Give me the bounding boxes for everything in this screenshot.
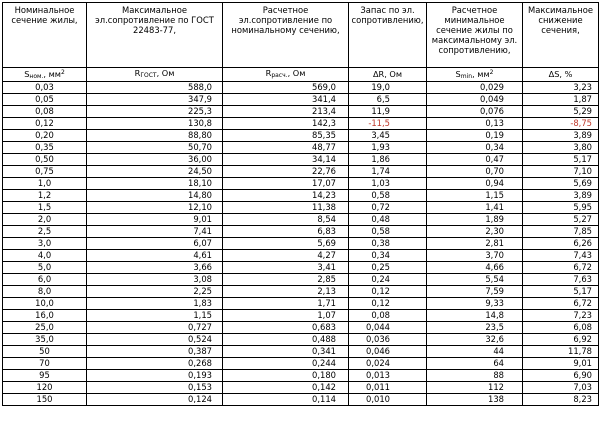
- cell-calc-resistance: 48,77: [223, 142, 349, 154]
- cell-min-section: 0,049: [427, 94, 523, 106]
- cell-min-section: 3,70: [427, 250, 523, 262]
- cell-nominal-section: 16,0: [3, 310, 87, 322]
- cell-nominal-section: 4,0: [3, 250, 87, 262]
- cell-reduction: 6,26: [523, 238, 599, 250]
- cell-calc-resistance: 2,13: [223, 286, 349, 298]
- cell-margin: 0,34: [349, 250, 427, 262]
- cell-reduction: 7,10: [523, 166, 599, 178]
- cell-reduction: 5,29: [523, 106, 599, 118]
- cell-nominal-section: 70: [3, 358, 87, 370]
- cell-calc-resistance: 0,180: [223, 370, 349, 382]
- cell-nominal-section: 8,0: [3, 286, 87, 298]
- cell-calc-resistance: 6,83: [223, 226, 349, 238]
- cell-nominal-section: 50: [3, 346, 87, 358]
- table-row: [3, 346, 599, 358]
- cell-reduction: 7,23: [523, 310, 599, 322]
- cell-calc-resistance: 0,142: [223, 382, 349, 394]
- cell-nominal-section: 6,0: [3, 274, 87, 286]
- cell-nominal-section: 1,2: [3, 190, 87, 202]
- cell-reduction: 8,23: [523, 394, 599, 406]
- cell-max-resistance: 18,10: [87, 178, 223, 190]
- cell-min-section: 0,94: [427, 178, 523, 190]
- cell-min-section: 23,5: [427, 322, 523, 334]
- table-row: [3, 322, 599, 334]
- cell-calc-resistance: 0,114: [223, 394, 349, 406]
- cell-calc-resistance: 17,07: [223, 178, 349, 190]
- cell-reduction: 6,72: [523, 298, 599, 310]
- cell-reduction: 5,95: [523, 202, 599, 214]
- cell-max-resistance: 2,25: [87, 286, 223, 298]
- cell-reduction: 7,63: [523, 274, 599, 286]
- cell-reduction: 7,85: [523, 226, 599, 238]
- cell-reduction: 3,89: [523, 190, 599, 202]
- cell-margin: 1,93: [349, 142, 427, 154]
- cell-margin: -11,5: [349, 118, 427, 130]
- cell-min-section: 2,81: [427, 238, 523, 250]
- cell-max-resistance: 0,727: [87, 322, 223, 334]
- cell-min-section: 112: [427, 382, 523, 394]
- unit-delta-s: ΔS, %: [523, 68, 599, 82]
- cell-nominal-section: 1,0: [3, 178, 87, 190]
- table-row: [3, 250, 599, 262]
- cell-nominal-section: 2,0: [3, 214, 87, 226]
- cell-calc-resistance: 0,244: [223, 358, 349, 370]
- cell-nominal-section: 0,50: [3, 154, 87, 166]
- table-row: [3, 202, 599, 214]
- cell-reduction: 5,69: [523, 178, 599, 190]
- cell-calc-resistance: 213,4: [223, 106, 349, 118]
- cell-reduction: 11,78: [523, 346, 599, 358]
- cell-calc-resistance: 569,0: [223, 82, 349, 94]
- header-calc-resistance: Расчетное эл.сопротивление по номинальному сечению,: [223, 3, 349, 68]
- cell-calc-resistance: 1,71: [223, 298, 349, 310]
- table-row: [3, 394, 599, 406]
- cell-calc-resistance: 1,07: [223, 310, 349, 322]
- cell-reduction: 5,17: [523, 286, 599, 298]
- cell-reduction: 5,27: [523, 214, 599, 226]
- cell-max-resistance: 0,268: [87, 358, 223, 370]
- table-row: [3, 286, 599, 298]
- cell-margin: 0,046: [349, 346, 427, 358]
- cell-max-resistance: 6,07: [87, 238, 223, 250]
- cell-nominal-section: 5,0: [3, 262, 87, 274]
- table-row: [3, 310, 599, 322]
- cell-margin: 0,24: [349, 274, 427, 286]
- cell-reduction: 6,72: [523, 262, 599, 274]
- cell-min-section: 0,34: [427, 142, 523, 154]
- table-row: [3, 382, 599, 394]
- header-min-section: Расчетное минимальное сечение жилы по максимальному эл. сопротивлению,: [427, 3, 523, 68]
- cell-max-resistance: 0,124: [87, 394, 223, 406]
- cell-min-section: 0,029: [427, 82, 523, 94]
- cell-margin: 1,03: [349, 178, 427, 190]
- cell-min-section: 2,30: [427, 226, 523, 238]
- cell-margin: 1,74: [349, 166, 427, 178]
- cell-nominal-section: 150: [3, 394, 87, 406]
- cell-nominal-section: 10,0: [3, 298, 87, 310]
- cell-nominal-section: 3,0: [3, 238, 87, 250]
- table-row: [3, 118, 599, 130]
- cell-reduction: 1,87: [523, 94, 599, 106]
- cell-max-resistance: 7,41: [87, 226, 223, 238]
- table-row: [3, 154, 599, 166]
- cell-min-section: 44: [427, 346, 523, 358]
- header-row: [3, 3, 599, 68]
- cell-max-resistance: 4,61: [87, 250, 223, 262]
- cell-min-section: 138: [427, 394, 523, 406]
- cell-min-section: 1,89: [427, 214, 523, 226]
- cell-nominal-section: 0,03: [3, 82, 87, 94]
- cell-margin: 0,25: [349, 262, 427, 274]
- table-row: [3, 82, 599, 94]
- unit-r-gost: $R_{ГОСТ}$, Ом: [87, 68, 223, 82]
- cell-max-resistance: 0,193: [87, 370, 223, 382]
- cell-max-resistance: 0,524: [87, 334, 223, 346]
- table-row: [3, 214, 599, 226]
- cell-min-section: 0,47: [427, 154, 523, 166]
- cell-margin: 11,9: [349, 106, 427, 118]
- cell-reduction: 3,80: [523, 142, 599, 154]
- cell-reduction: 7,43: [523, 250, 599, 262]
- cell-margin: 0,48: [349, 214, 427, 226]
- cell-nominal-section: 35,0: [3, 334, 87, 346]
- header-max-resistance-gost: Максимальное эл.сопротивление по ГОСТ 22483-77,: [87, 3, 223, 68]
- cell-margin: 3,45: [349, 130, 427, 142]
- cell-reduction: 6,92: [523, 334, 599, 346]
- cell-max-resistance: 14,80: [87, 190, 223, 202]
- cell-max-resistance: 3,66: [87, 262, 223, 274]
- cell-margin: 0,12: [349, 286, 427, 298]
- cell-min-section: 4,66: [427, 262, 523, 274]
- cell-calc-resistance: 4,27: [223, 250, 349, 262]
- units-row: [3, 68, 599, 82]
- table-row: [3, 370, 599, 382]
- cell-margin: 19,0: [349, 82, 427, 94]
- cell-max-resistance: 0,153: [87, 382, 223, 394]
- cell-nominal-section: 0,35: [3, 142, 87, 154]
- table-row: [3, 262, 599, 274]
- cell-min-section: 0,13: [427, 118, 523, 130]
- cell-min-section: 0,70: [427, 166, 523, 178]
- cell-calc-resistance: 0,341: [223, 346, 349, 358]
- cell-margin: 0,010: [349, 394, 427, 406]
- cell-margin: 0,72: [349, 202, 427, 214]
- cell-margin: 0,024: [349, 358, 427, 370]
- cell-max-resistance: 24,50: [87, 166, 223, 178]
- cell-max-resistance: 12,10: [87, 202, 223, 214]
- cell-min-section: 9,33: [427, 298, 523, 310]
- cell-calc-resistance: 142,3: [223, 118, 349, 130]
- cell-nominal-section: 0,08: [3, 106, 87, 118]
- cell-min-section: 32,6: [427, 334, 523, 346]
- cell-max-resistance: 347,9: [87, 94, 223, 106]
- cell-reduction: 6,08: [523, 322, 599, 334]
- header-nominal-section: Номинальное сечение жилы,: [3, 3, 87, 68]
- table-row: [3, 142, 599, 154]
- header-section-reduction: Максимальное снижение сечения,: [523, 3, 599, 68]
- cell-calc-resistance: 0,488: [223, 334, 349, 346]
- cell-max-resistance: 50,70: [87, 142, 223, 154]
- cell-reduction: 9,01: [523, 358, 599, 370]
- cell-max-resistance: 36,00: [87, 154, 223, 166]
- cell-min-section: 1,15: [427, 190, 523, 202]
- table-row: [3, 334, 599, 346]
- cell-max-resistance: 9,01: [87, 214, 223, 226]
- cell-nominal-section: 0,05: [3, 94, 87, 106]
- table-row: [3, 106, 599, 118]
- cell-min-section: 14,8: [427, 310, 523, 322]
- cell-margin: 0,58: [349, 226, 427, 238]
- cell-min-section: 0,076: [427, 106, 523, 118]
- cell-reduction: 6,90: [523, 370, 599, 382]
- cell-min-section: 64: [427, 358, 523, 370]
- cell-min-section: 5,54: [427, 274, 523, 286]
- cell-margin: 0,013: [349, 370, 427, 382]
- cell-calc-resistance: 341,4: [223, 94, 349, 106]
- table-row: [3, 94, 599, 106]
- table-row: [3, 358, 599, 370]
- cell-max-resistance: 0,387: [87, 346, 223, 358]
- cell-calc-resistance: 8,54: [223, 214, 349, 226]
- cell-min-section: 7,59: [427, 286, 523, 298]
- cell-margin: 0,08: [349, 310, 427, 322]
- unit-s-min: $S_{min}$, $мм^2$: [427, 68, 523, 82]
- cell-reduction: 3,23: [523, 82, 599, 94]
- table-body: [3, 82, 599, 406]
- cell-max-resistance: 1,83: [87, 298, 223, 310]
- cell-nominal-section: 0,75: [3, 166, 87, 178]
- cell-calc-resistance: 34,14: [223, 154, 349, 166]
- cell-min-section: 1,41: [427, 202, 523, 214]
- cell-reduction: 3,89: [523, 130, 599, 142]
- cell-reduction: 7,03: [523, 382, 599, 394]
- cell-calc-resistance: 3,41: [223, 262, 349, 274]
- cell-nominal-section: 0,12: [3, 118, 87, 130]
- cell-margin: 1,86: [349, 154, 427, 166]
- cell-calc-resistance: 22,76: [223, 166, 349, 178]
- table-row: [3, 226, 599, 238]
- resistance-table: [2, 2, 599, 406]
- table-row: [3, 178, 599, 190]
- cell-calc-resistance: 5,69: [223, 238, 349, 250]
- cell-min-section: 88: [427, 370, 523, 382]
- cell-nominal-section: 25,0: [3, 322, 87, 334]
- cell-reduction: 5,17: [523, 154, 599, 166]
- cell-min-section: 0,19: [427, 130, 523, 142]
- header-resistance-margin: Запас по эл. сопротивлению,: [349, 3, 427, 68]
- cell-margin: 0,011: [349, 382, 427, 394]
- cell-nominal-section: 1,5: [3, 202, 87, 214]
- cell-margin: 0,38: [349, 238, 427, 250]
- cell-max-resistance: 3,08: [87, 274, 223, 286]
- cell-max-resistance: 130,8: [87, 118, 223, 130]
- cell-reduction: -8,75: [523, 118, 599, 130]
- table-row: [3, 130, 599, 142]
- cell-max-resistance: 588,0: [87, 82, 223, 94]
- unit-r-calc: $R_{расч.}$, Ом: [223, 68, 349, 82]
- cell-nominal-section: 2,5: [3, 226, 87, 238]
- cell-calc-resistance: 14,23: [223, 190, 349, 202]
- cell-max-resistance: 1,15: [87, 310, 223, 322]
- table-row: [3, 190, 599, 202]
- cell-calc-resistance: 85,35: [223, 130, 349, 142]
- cell-calc-resistance: 11,38: [223, 202, 349, 214]
- cell-max-resistance: 225,3: [87, 106, 223, 118]
- table-row: [3, 274, 599, 286]
- cell-calc-resistance: 2,85: [223, 274, 349, 286]
- cell-margin: 6,5: [349, 94, 427, 106]
- unit-s-nom: $S_{ном.}$, $мм^2$: [3, 68, 87, 82]
- cell-margin: 0,12: [349, 298, 427, 310]
- cell-max-resistance: 88,80: [87, 130, 223, 142]
- table-row: [3, 166, 599, 178]
- table-row: [3, 238, 599, 250]
- table-row: [3, 298, 599, 310]
- unit-delta-r: ΔR, Ом: [349, 68, 427, 82]
- cell-nominal-section: 120: [3, 382, 87, 394]
- cell-margin: 0,044: [349, 322, 427, 334]
- cell-nominal-section: 95: [3, 370, 87, 382]
- cell-calc-resistance: 0,683: [223, 322, 349, 334]
- cell-margin: 0,036: [349, 334, 427, 346]
- cell-margin: 0,58: [349, 190, 427, 202]
- cell-nominal-section: 0,20: [3, 130, 87, 142]
